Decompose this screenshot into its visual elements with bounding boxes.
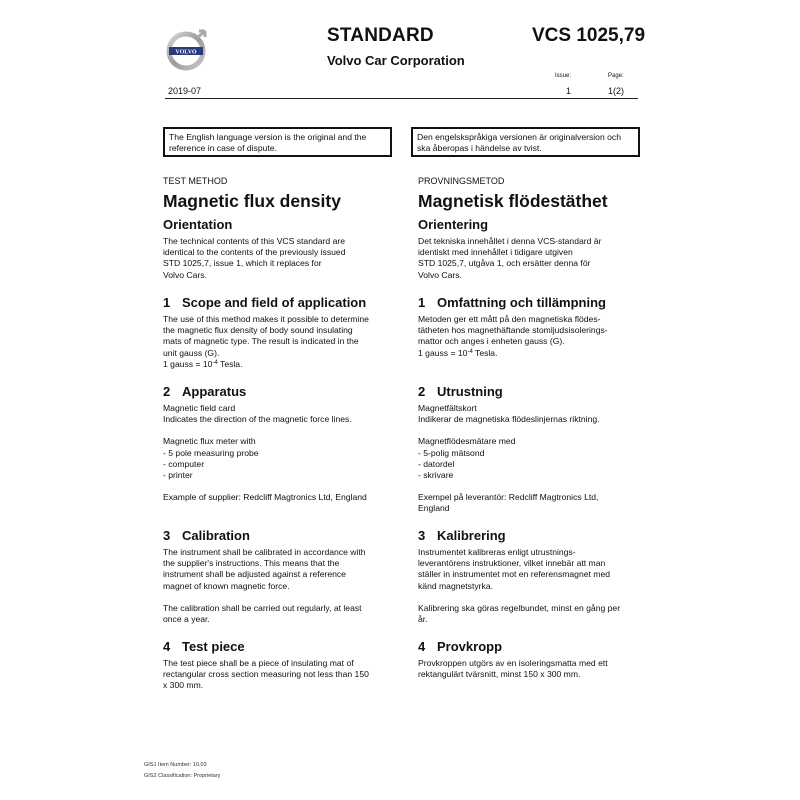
text-line: - computer: [163, 458, 205, 469]
text-line: Provkroppen utgörs av en isoleringsmatta med ett: [418, 658, 608, 668]
text-line: STD 1025,7, issue 1, which it replaces for: [163, 258, 322, 269]
orientation-text: [163, 236, 403, 281]
text-line: leverantörens instruktioner, vilket innebär att man: [418, 558, 606, 569]
section-scope: [418, 294, 663, 359]
apparatus-supplier: [418, 492, 663, 514]
text-line: the supplier's instructions. This means that the: [163, 558, 340, 569]
apparatus-supplier: [163, 492, 408, 503]
text-line: - datordel: [418, 458, 455, 469]
header-divider: [165, 98, 638, 99]
text-line: STD 1025,7, utgåva 1, och ersätter denna för: [418, 258, 591, 269]
test-piece-text: [163, 658, 408, 692]
text-line: Magnetic field card: [163, 403, 236, 413]
text-line: Instrumentet kalibreras enligt utrustnings-: [418, 547, 576, 557]
text-line: - 5-polig mätsond: [418, 447, 485, 458]
text-line: Magnetfältskort: [418, 403, 477, 413]
doc-title: Magnetisk flödestäthet: [418, 191, 608, 211]
issue-label: Issue:: [555, 73, 572, 79]
page-label: Page:: [608, 73, 624, 79]
text-line: the magnetic flux density of body sound insulating: [163, 325, 353, 336]
text-line: once a year.: [163, 614, 210, 625]
section-heading: 2 Utrustning: [418, 384, 503, 399]
section-heading: 1 Scope and field of application: [163, 295, 367, 310]
calibration-text: [163, 547, 408, 592]
text-line: - skrivare: [418, 470, 454, 481]
company-name: Volvo Car Corporation: [327, 53, 465, 68]
section-apparatus: [163, 383, 408, 503]
apparatus-card: [418, 403, 663, 425]
orientation-text: [418, 236, 658, 281]
doc-number: VCS 1025,79: [532, 25, 646, 46]
orientation-heading: Orientering: [418, 217, 489, 232]
text-line: Volvo Cars.: [163, 269, 207, 280]
footer-classification: GIS2 Classification: Proprietary: [144, 773, 221, 779]
text-line: The instrument shall be calibrated in accordance with: [163, 547, 366, 557]
footer-item-number: GIS1 Item Number: 10.03: [144, 762, 207, 768]
text-line: The technical contents of this VCS standard are: [163, 236, 346, 246]
text-line: ställer in instrumentet mot en referensmagnet med: [418, 569, 611, 580]
text-line: The test piece shall be a piece of insulating mat of: [163, 658, 354, 668]
gauss-formula: 1 gauss = $10^{-4}$ Tesla.: [163, 358, 243, 369]
text-line: - 5 pole measuring probe: [163, 447, 259, 458]
text-line: Magnetic flux meter with: [163, 436, 256, 447]
text-line: England: [418, 503, 450, 514]
test-piece-text: [418, 658, 663, 680]
text-line: Exempel på leverantör: Redcliff Magtronics Ltd,: [418, 492, 599, 503]
section-calibration: [418, 527, 663, 625]
language-notice-en: The English language version is the original and the reference in case of dispute.: [163, 127, 392, 157]
doc-title: Magnetic flux density: [163, 191, 341, 211]
english-column: [163, 176, 403, 691]
text-line: år.: [418, 614, 428, 625]
text-line: mats of magnetic type. The result is indicated in the: [163, 336, 359, 347]
text-line: känd magnetstyrka.: [418, 580, 493, 591]
section-kicker: PROVNINGSMETOD: [418, 176, 505, 186]
text-line: Metoden ger ett mått på den magnetiska flödes-: [418, 314, 601, 324]
text-line: The use of this method makes it possible to determine: [163, 314, 369, 324]
text-line: Volvo Cars.: [418, 269, 462, 280]
text-line: - printer: [163, 470, 193, 481]
section-heading: 3 Calibration: [163, 528, 250, 543]
doc-type: STANDARD: [327, 25, 434, 46]
language-notice-sv: Den engelskspråkiga versionen är originalversion och ska åberopas i händelse av tvist.: [411, 127, 640, 157]
text-line: The calibration shall be carried out regularly, at least: [163, 602, 362, 613]
section-heading: 1 Omfattning och tillämpning: [418, 295, 606, 310]
calibration-frequency: [418, 603, 663, 625]
text-line: x 300 mm.: [163, 680, 204, 691]
section-heading: 2 Apparatus: [163, 384, 247, 399]
text-line: instrument shall be adjusted against a reference: [163, 569, 346, 580]
page-value: 1(2): [608, 86, 625, 96]
doc-date: 2019-07: [168, 86, 202, 96]
volvo-logo: [163, 28, 213, 72]
section-heading: 3 Kalibrering: [418, 528, 506, 543]
section-calibration: [163, 527, 408, 625]
section-apparatus: [418, 383, 663, 515]
section-kicker: TEST METHOD: [163, 176, 228, 186]
text-line: Example of supplier: Redcliff Magtronics Ltd, England: [163, 492, 367, 503]
issue-value: 1: [566, 86, 572, 96]
text-line: Indicates the direction of the magnetic force lines.: [163, 414, 352, 425]
text-line: identical to the contents of the previously issued: [163, 247, 346, 258]
section-heading: 4 Test piece: [163, 639, 245, 654]
text-line: Kalibrering ska göras regelbundet, minst en gång per: [418, 602, 621, 613]
apparatus-meter-list: [163, 436, 408, 481]
section-test-piece: [163, 638, 408, 692]
text-line: Det tekniska innehållet i denna VCS-standard är: [418, 236, 602, 246]
text-line: Indikerar de magnetiska flödeslinjernas riktning.: [418, 414, 600, 425]
text-line: mattor och anges i enheten gauss (G).: [418, 336, 565, 347]
orientation-heading: Orientation: [163, 217, 233, 232]
section-test-piece: [418, 638, 663, 680]
text-line: magnet of known magnetic force.: [163, 580, 290, 591]
apparatus-card: [163, 403, 408, 425]
section-heading: 4 Provkropp: [418, 639, 503, 654]
text-line: Magnetflödesmätare med: [418, 436, 516, 447]
scope-text: [163, 314, 408, 359]
scope-text: [418, 314, 663, 348]
text-line: identiskt med innehållet i tidigare utgiven: [418, 247, 573, 258]
text-line: unit gauss (G).: [163, 347, 220, 358]
apparatus-meter-list: [418, 436, 663, 481]
svg-text:VOLVO: VOLVO: [175, 49, 197, 56]
section-scope: [163, 294, 408, 370]
swedish-column: [418, 176, 658, 680]
text-line: tätheten hos magnethäftande stomljudsisolerings-: [418, 325, 608, 336]
text-line: rektangulärt tvärsnitt, minst 150 x 300 mm.: [418, 669, 581, 680]
gauss-formula: 1 gauss = $10^{-4}$ Tesla.: [418, 347, 498, 358]
calibration-text: [418, 547, 663, 592]
calibration-frequency: [163, 603, 408, 625]
text-line: rectangular cross section measuring not less than 150: [163, 669, 369, 680]
